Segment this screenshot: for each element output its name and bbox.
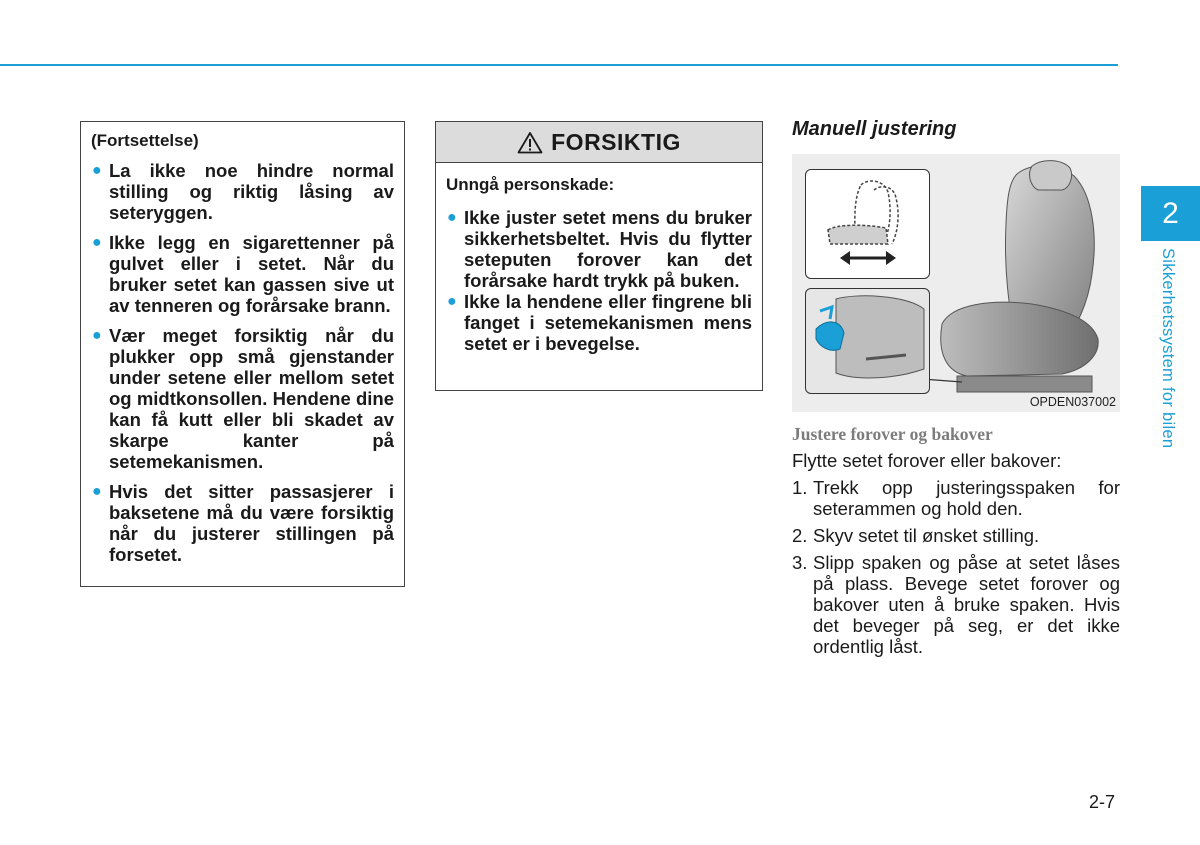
list-item: ● Ikke legg en sigarettenner på gulvet eller i setet. Når du bruker setet kan gassen sive ut av tenneren og forårsake brann. [92,232,394,316]
bullet-icon: ● [92,162,102,179]
continued-warning-box [80,121,405,587]
bullet-icon: ● [92,234,102,251]
adjust-direction-inset [805,169,930,279]
caution-header [436,122,762,163]
step-number: 3. [792,552,808,573]
list-item: 2. Skyv setet til ønsket stilling. [792,525,1040,546]
chapter-label: Sikkerhetssystem for bilen [1159,248,1177,449]
figure-code: OPDEN037002 [1029,395,1116,409]
caution-box [435,121,763,391]
list-item: 1. Trekk opp justeringsspaken for seterammen og hold den. [792,477,1120,519]
subheading: Justere forover og bakover [792,424,993,444]
list-item: ● Hvis det sitter passasjerer i baksetene må du være forsiktig når du justerer stillingen på forsetet. [92,481,394,565]
continued-title: (Fortsettelse) [91,131,199,150]
bullet-icon: ● [447,209,457,226]
bullet-icon: ● [92,327,102,344]
intro-text: Flytte setet forover eller bakover: [792,450,1062,471]
section-title: Manuell justering [792,118,957,140]
steps-list [792,477,1120,663]
warning-triangle-icon [517,131,543,154]
bullet-icon: ● [92,483,102,500]
lever-icon [806,289,928,392]
seat-illustration [792,154,1120,412]
bullet-icon: ● [447,293,457,310]
step-number: 1. [792,477,808,498]
continued-list [91,160,394,565]
caution-heading: FORSIKTIG [551,128,681,155]
top-rule [0,64,1118,66]
list-item: ● La ikke noe hindre normal stilling og riktig låsing av seteryggen. [92,160,394,223]
step-number: 2. [792,525,808,546]
list-item: ● Ikke juster setet mens du bruker sikkerhetsbeltet. Hvis du flytter seteputen forover kan det forårsake hardt trykk på buken. [447,207,752,291]
lever-detail-inset [805,288,930,394]
caution-subtitle: Unngå personskade: [446,175,615,194]
list-item: ● Ikke la hendene eller fingrene bli fanget i setemekanismen mens setet er i bevegelse. [447,291,752,354]
caution-list [446,207,752,354]
page-number: 2-7 [1089,792,1116,812]
chapter-tab: 2 [1141,186,1200,241]
caution-body [436,163,762,354]
double-arrow-icon [838,248,898,268]
list-item: ● Vær meget forsiktig når du plukker opp små gjenstander under setene eller mellom setet og midtkonsollen. Hendene dine kan få kutt eller bli skadet av skarpe kanter på setemekanismen. [92,325,394,472]
list-item: 3. Slipp spaken og påse at setet låses på plass. Bevege setet forover og bakover uten å bruke spaken. Hvis det beveger på seg, er det ikke ordentlig låst. [792,552,1120,657]
